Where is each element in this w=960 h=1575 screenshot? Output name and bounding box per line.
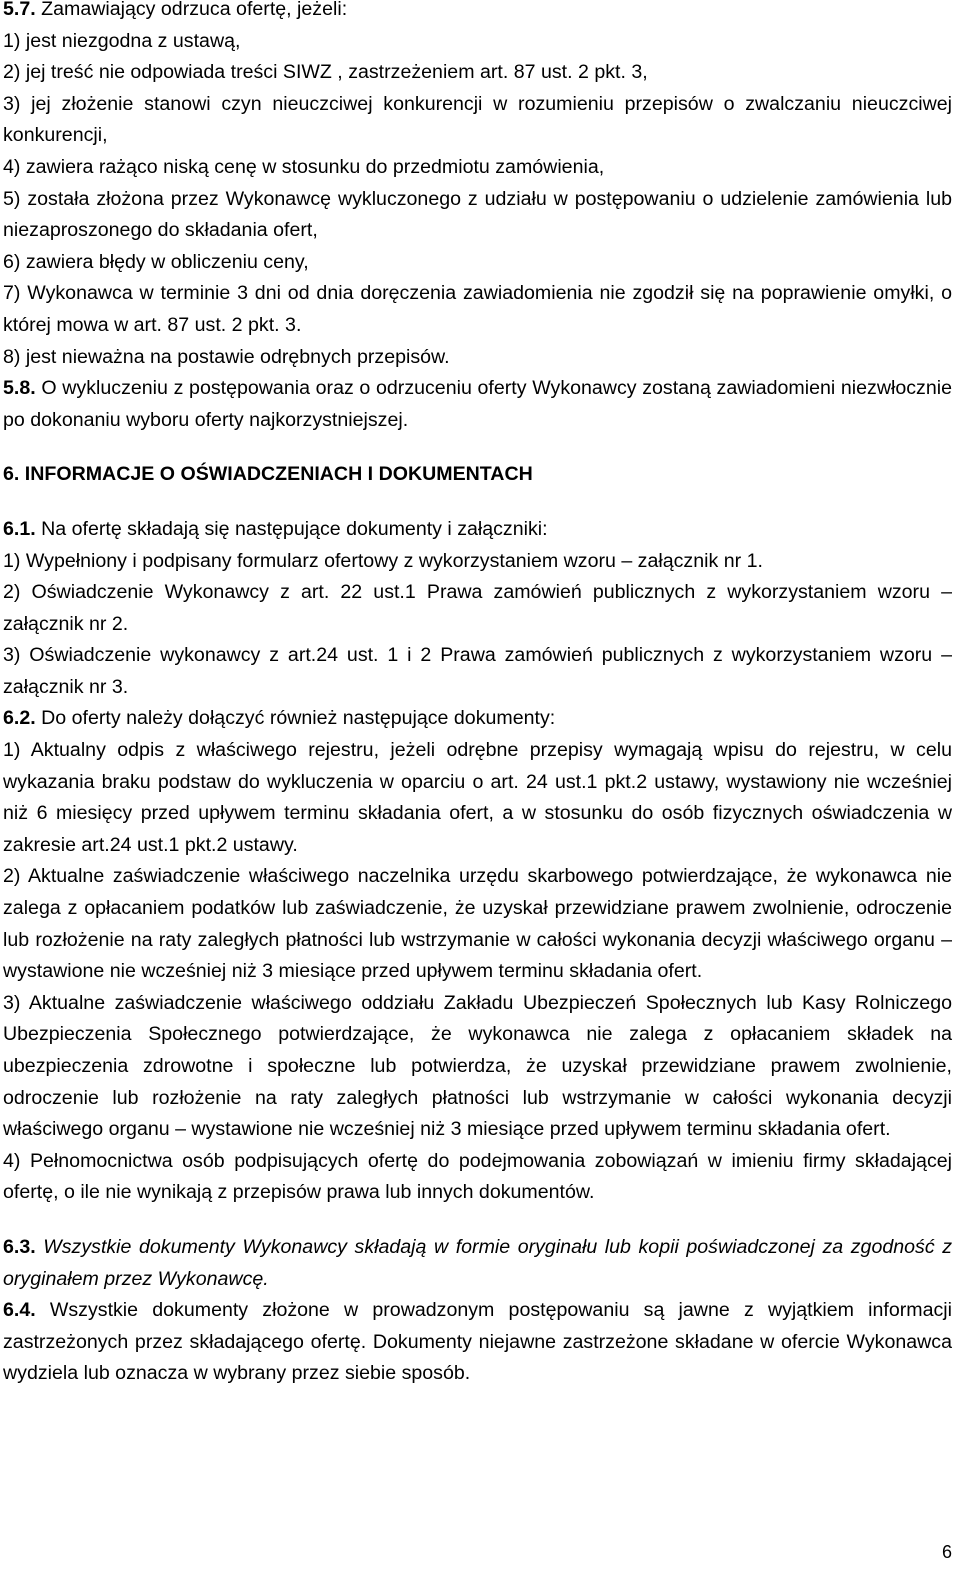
section-number: 5.7. xyxy=(3,0,36,20)
list-item: 3) Aktualne zaświadczenie właściwego oddziału Zakładu Ubezpieczeń Społecznych lub Kasy Rolniczego Ubezpieczenia Społecznego potwierdzające, że wykonawca nie zalega z opłacaniem składek na ubezpieczenia zdrowotne i społeczne lub potwierdza, że uzyskał przewidziane prawem zwolnienie, odroczenie lub rozłożenie na raty zaległych płatności lub wstrzymanie w całości wykonania decyzji właściwego organu – wystawione nie wcześniej niż 3 miesiące przed upływem terminu składania ofert. xyxy=(3,991,952,1141)
section-6-2 xyxy=(3,703,952,1209)
list-item: 2) jej treść nie odpowiada treści SIWZ , zastrzeżeniem art. 87 ust. 2 pkt. 3, xyxy=(3,61,648,84)
list-item: 4) zawiera rażąco niską cenę w stosunku do przedmiotu zamówienia, xyxy=(3,155,605,178)
paragraph-text: Zamawiający odrzuca ofertę, jeżeli: xyxy=(35,0,348,20)
paragraph-text: Na ofertę składają się następujące dokumenty i załączniki: xyxy=(35,517,548,540)
list-item: 8) jest nieważna na postawie odrębnych przepisów. xyxy=(3,345,450,368)
list-item: 4) Pełnomocnictwa osób podpisujących ofertę do podejmowania zobowiązań w imieniu firmy składającej ofertę, o ile nie wynikają z przepisów prawa lub innych dokumentów. xyxy=(3,1149,952,1204)
page-number: 6 xyxy=(941,1542,952,1562)
paragraph-6-4 xyxy=(3,1295,952,1390)
paragraph-text: Do oferty należy dołączyć również następujące dokumenty: xyxy=(35,707,556,730)
list-item: 2) Oświadczenie Wykonawcy z art. 22 ust.1 Prawa zamówień publicznych z wykorzystaniem wzoru – załącznik nr 2. xyxy=(3,581,952,635)
paragraph-5-7-intro xyxy=(3,0,952,26)
list-item: 3) jej złożenie stanowi czyn nieuczciwej konkurencji w rozumieniu przepisów o zwalczaniu nieuczciwej konkurencji, xyxy=(3,92,952,147)
section-number: 6.4. xyxy=(3,1299,36,1322)
spacer xyxy=(3,1209,952,1232)
paragraph-5-8 xyxy=(3,373,952,436)
section-number: 6.3. xyxy=(3,1235,36,1258)
paragraph-6-2-intro xyxy=(3,703,952,735)
section-number: 6.2. xyxy=(3,707,36,730)
list-item: 2) Aktualne zaświadczenie właściwego naczelnika urzędu skarbowego potwierdzające, że wykonawca nie zalega z opłacaniem podatków lub zaświadczenie, że uzyskał przewidziane prawem zwolnienie, odroczenie lub rozłożenie na raty zaległych płatności lub wstrzymanie w całości wykonania decyzji właściwego organu – wystawione nie wcześniej niż 3 miesiące przed upływem terminu składania ofert. xyxy=(3,865,952,983)
section-number: 6.1. xyxy=(3,517,36,540)
section-6-heading: 6. INFORMACJE O OŚWIADCZENIACH I DOKUMENTACH xyxy=(3,463,533,486)
spacer xyxy=(3,491,952,514)
list-item: 3) Oświadczenie wykonawcy z art.24 ust. 1 i 2 Prawa zamówień publicznych z wykorzystaniem wzoru – załącznik nr 3. xyxy=(3,644,952,698)
paragraph-text: Wszystkie dokumenty złożone w prowadzonym postępowaniu są jawne z wyjątkiem informacji zastrzeżonych przez składającego ofertę. Dokumenty niejawne zastrzeżone składane w ofercie Wykonawca wydziela lub oznacza w wybrany przez siebie sposób. xyxy=(3,1299,952,1385)
list-item: 5) została złożona przez Wykonawcę wykluczonego z udziału w postępowaniu o udzielenie zamówienia lub niezaproszonego do składania ofert, xyxy=(3,187,952,242)
list-item: 1) jest niezgodna z ustawą, xyxy=(3,29,241,52)
paragraph-text: Wszystkie dokumenty Wykonawcy składają w formie oryginału lub kopii poświadczonej za zgodność z oryginałem przez Wykonawcę. xyxy=(3,1235,952,1290)
paragraph-text: O wykluczeniu z postępowania oraz o odrzuceniu oferty Wykonawcy zostaną zawiadomieni niezwłocznie po dokonaniu wyboru oferty najkorzystniejszej. xyxy=(3,377,952,431)
document-page xyxy=(3,0,952,1390)
list-item: 7) Wykonawca w terminie 3 dni od dnia doręczenia zawiadomienia nie zgodził się na poprawienie omyłki, o której mowa w art. 87 ust. 2 pkt. 3. xyxy=(3,282,952,336)
section-number: 5.8. xyxy=(3,377,36,400)
section-5-7 xyxy=(3,0,952,373)
paragraph-6-1-intro xyxy=(3,514,952,546)
section-6-1 xyxy=(3,514,952,704)
list-item: 1) Aktualny odpis z właściwego rejestru, jeżeli odrębne przepisy wymagają wpisu do rejestru, w celu wykazania braku podstaw do wykluczenia w oparciu o art. 24 ust.1 pkt.2 ustawy, wystawiony nie wcześniej niż 6 miesięcy przed upływem terminu składania ofert, a w stosunku do osób fizycznych oświadczenia w zakresie art.24 ust.1 pkt.2 ustawy. xyxy=(3,739,952,856)
spacer xyxy=(3,436,952,459)
paragraph-6-3 xyxy=(3,1232,952,1295)
list-item: 6) zawiera błędy w obliczeniu ceny, xyxy=(3,250,309,273)
list-item: 1) Wypełniony i podpisany formularz ofertowy z wykorzystaniem wzoru – załącznik nr 1. xyxy=(3,549,763,572)
